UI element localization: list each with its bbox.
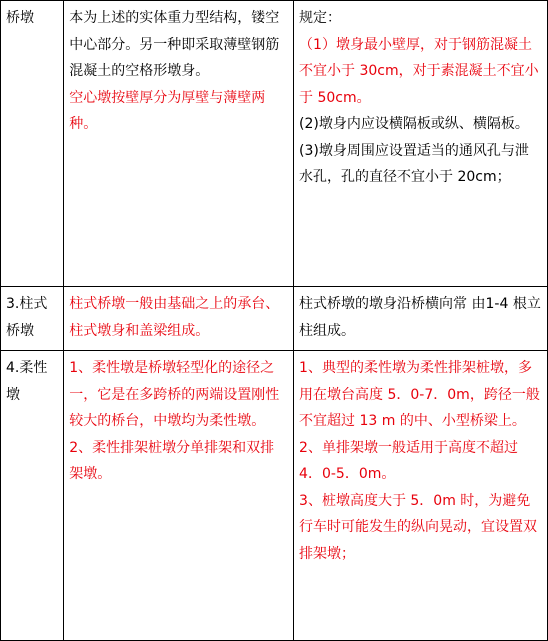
cell-paragraph: (3)墩身周围应设置适当的通风孔与泄水孔，孔的直径不宜小于 20cm； xyxy=(299,142,529,185)
pier-type-cell xyxy=(1,287,64,351)
cell-paragraph: 空心墩按壁厚分为厚壁与薄壁两种。 xyxy=(69,89,266,132)
requirements-cell xyxy=(294,1,548,287)
pier-type-cell xyxy=(1,351,64,641)
pier-table-body xyxy=(1,1,548,641)
pier-type-label: 3.柱式桥墩 xyxy=(6,296,48,339)
table-row xyxy=(1,287,548,351)
cell-paragraph: 2、柔性排架桩墩分单排架和双排架墩。 xyxy=(69,439,275,482)
requirements-cell xyxy=(294,351,548,641)
pier-type-label: 桥墩 xyxy=(6,10,34,26)
cell-paragraph: （1）墩身最小壁厚，对于钢筋混凝土不宜小于 30cm，对于素混凝土不宜小于 50cm。 xyxy=(299,36,539,106)
cell-paragraph: 1、柔性墩是桥墩轻型化的途径之一，它是在多跨桥的两端设置刚性较大的桥台，中墩均为柔性墩。 xyxy=(69,360,280,429)
cell-paragraph: 柱式桥墩的墩身沿桥横向常 由1-4 根立柱组成。 xyxy=(299,296,541,339)
pier-type-label: 4.柔性墩 xyxy=(6,360,48,403)
cell-paragraph: 规定： xyxy=(299,10,342,26)
cell-paragraph: 3、桩墩高度大于 5．0m 时，为避免行车时可能发生的纵向晃动，宜设置双排架墩； xyxy=(299,492,538,562)
cell-paragraph: 1、典型的柔性墩为柔性排架桩墩，多用在墩台高度 5．0-7．0m，跨径一般不宜超过 13 m 的中、小型桥梁上。 xyxy=(299,360,540,429)
requirements-cell xyxy=(294,287,548,351)
cell-paragraph: 柱式桥墩一般由基础之上的承台、柱式墩身和盖梁组成。 xyxy=(69,296,280,339)
table-row xyxy=(1,351,548,641)
cell-paragraph: 2、单排架墩一般适用于高度不超过 4．0-5．0m。 xyxy=(299,439,518,482)
pier-type-cell xyxy=(1,1,64,287)
table-row xyxy=(1,1,548,287)
cell-paragraph: 本为上述的实体重力型结构，镂空中心部分。另一种即采取薄壁钢筋混凝土的空格形墩身。 xyxy=(69,10,280,79)
cell-paragraph: (2)墩身内应设横隔板或纵、横隔板。 xyxy=(299,116,529,132)
description-cell xyxy=(64,351,294,641)
description-cell xyxy=(64,1,294,287)
description-cell xyxy=(64,287,294,351)
